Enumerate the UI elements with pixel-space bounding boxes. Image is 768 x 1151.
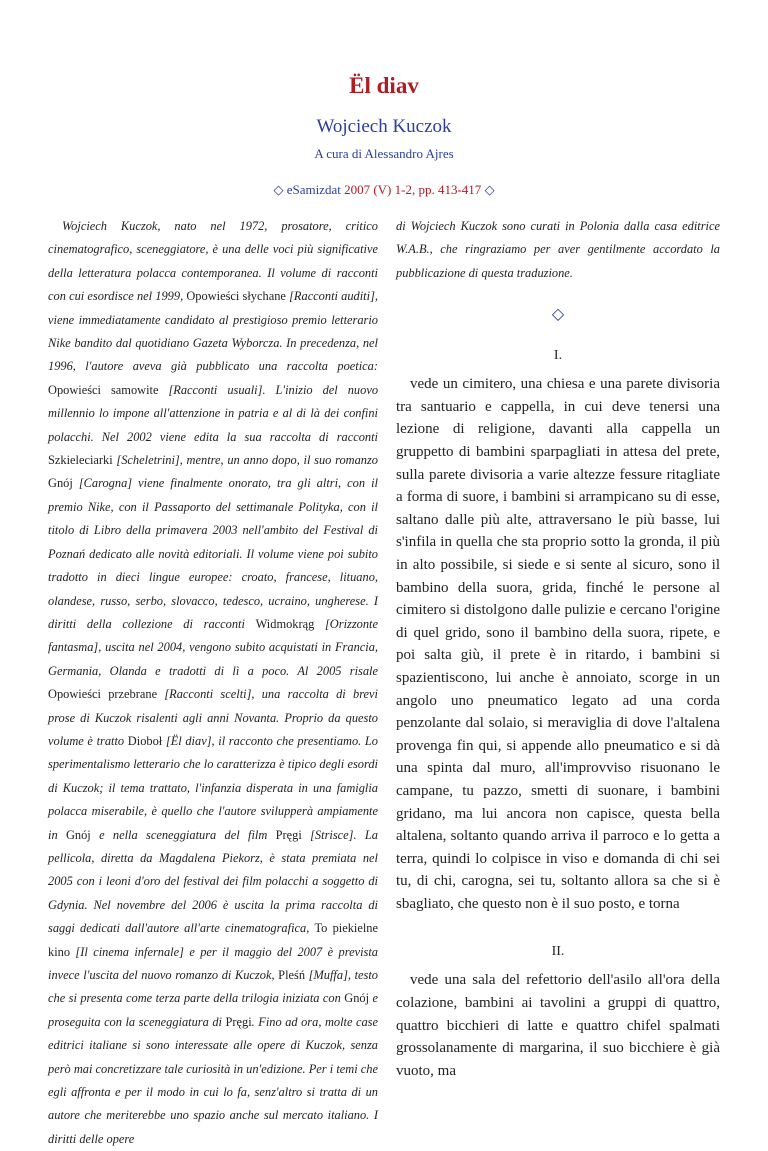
section-text: vede una sala del refettorio dell'asilo all'ora della colazione, bambini ai tavolini a gruppi di quattro, quattro bicchieri di latte e quattro chifel spalmati grossolanamente di margarina, il suo bicchiere è già vuoto, ma [396, 972, 720, 1079]
film-title: Pręgi [275, 827, 302, 842]
intro-paragraph: Wojciech Kuczok, nato nel 1972, prosatore, critico cinematografico, sceneggiatore, è una delle voci più significative della letteratura polacca contemporanea. Il volume di racconti con cui esordisce nel 1999, Opowieści słychane [Racconti auditi], viene immediatamente candidato al prestigioso premio letterario Nike bandito dal quotidiano Gazeta Wyborcza. In precedenza, nel 1996, l'autore aveva già pubblicato una raccolta poetica: Opowieści samowite [Racconti usuali]. L'inizio del nuovo millennio lo impone all'attenzione in patria e al di là dei confini polacchi. Nel 2002 viene edita la sua raccolta di racconti Szkieleciarki [Scheletrini], mentre, un anno dopo, il suo romanzo Gnój [Carogna] viene finalmente onorato, tra gli altri, con il premio Nike, con il Passaporto del settimanale Polityka, con il titolo di Libro della primavera 2003 nell'ambito del Festival di Poznań dedicato alle novità editoriali. Il volume viene poi subito tradotto in dieci lingue europee: croato, francese, lituano, olandese, russo, serbo, slovacco, tedesco, ucraino, ungherese. I diritti della collezione di racconti Widmokrąg [Orizzonte fantasma], uscita nel 2004, vengono subito acquistati in Francia, Germania, Olanda e tradotti di lì a poco. Al 2005 risale Opowieści przebrane [Racconti scelti], una raccolta di brevi prose di Kuczok risalenti agli anni Novanta. Proprio da questo volume è tratto Dioboł [Ël diav], il racconto che presentiamo. Lo sperimentalismo letterario che lo caratterizza è tipico degli esordi di Kuczok; il tema trattato, l'infanzia disperata in una famiglia polacca miserabile, è quello che l'autore svilupperà ampiamente in Gnój e nella sceneggiatura del film Pręgi [Strisce]. La pellicola, diretta da Magdalena Piekorz, è stata premiata nel 2005 con i leoni d'oro del festival dei film polacchi a soggetto di Gdynia. Nel novembre del 2006 è uscita la prima raccolta di saggi dedicati dall'autore all'arte cinematografica, To piekielne kino [Il cinema infernale] e per il maggio del 2007 è prevista invece l'uscita del nuovo romanzo di Kuczok, Pleśń [Muffa], testo che si presenta come terza parte della trilogia iniziata con Gnój e proseguita con la sceneggiatura di Pręgi. Fino ad ora, molte case editrici italiane si sono interessate alle opere di Kuczok, senza però mai concretizzare tale curiosità in un'edizione. Per i temi che egli affronta e per il modo in cui lo fa, senz'altro si tratta di un autore che meriterebbe uno spazio anche sul mercato italiano. I diritti delle opere [48, 219, 379, 1146]
book-title: Szkieleciarki [48, 453, 113, 468]
article-header [0, 72, 768, 198]
book-title: Pleśń [278, 968, 306, 982]
book-title: Gnój [48, 476, 73, 491]
diamond-separator-icon: ◇ [551, 306, 565, 324]
book-title: Gnój [65, 827, 91, 842]
book-title: To piekielne kino [48, 921, 378, 959]
section-text: vede un cimitero, una chiesa e una parete divisoria tra santuario e cappella, in cui deve tenersi una lezione di religione, davanti alla cappella un gruppetto di bambini sparpagliati in attesa del prete, sulla parete divisoria a varie altezze fessure ritagliate a forma di suore, i bambini si arrampicano su di esse, saltano dalle più alte, attraversano le più basse, lui s'infila in quella che sta proprio sotto la gronda, il più in alto possibile, si siede e si sente al sicuro, sono il bambino della suora, grida, finché le persone al cimitero si distolgono dalle pulizie e cercano l'origine di quel grido, sono il bambino della suora, ripete, e poi salta giù, il prete è in ritardo, i bambini si spazientiscono, lui anche è annoiato, scorge in un angolo uno pneumatico legato ad una corda penzolante dal solaio, si meraviglia di dove l'altalena provenga fin qui, si appende allo pneumatico e si dà una spinta dal muro, all'improvviso risuonano le campane, tu pazzo, smetti di suonare, i bambini gridano, ma lui ancora non capisce, questa bella altalena, soltanto quando arriva il parroco e lo getta a terra, quindi lo colpisce in viso e domanda di chi sei tu, di chi, carogna, sei tu, soltanto allora sa che si è sbagliato, che questo non è il suo posto, e torna [396, 376, 720, 912]
issue-pages: 2007 (V) 1-2, pp. 413-417 [344, 182, 482, 197]
journal-link[interactable]: eSamizdat [286, 182, 341, 197]
diamond-icon: ◇ [484, 182, 495, 197]
intro-continuation: di Wojciech Kuczok sono curati in Polonia dalla casa editrice W.A.B., che ringraziamo per aver gentilmente accordato la pubblicazione di questa traduzione. [396, 219, 720, 280]
book-title: Opowieści słychane [186, 289, 286, 304]
book-title: Gnój [344, 991, 370, 1006]
book-title: Dioboł [127, 733, 163, 748]
film-title: Pręgi [225, 1014, 252, 1029]
diamond-icon: ◇ [273, 182, 284, 197]
section-number: I. [553, 348, 563, 364]
book-title: Opowieści samowite [48, 382, 159, 397]
main-column-right [396, 215, 720, 1082]
author-name: Wojciech Kuczok [316, 116, 452, 137]
section-number: II. [551, 944, 565, 960]
book-title: Opowieści przebrane [48, 687, 158, 702]
curator-line: A cura di Alessandro Ajres [314, 146, 454, 161]
intro-column-left [48, 215, 378, 1151]
article-title: Ël diav [349, 73, 419, 98]
journal-reference [0, 182, 768, 198]
book-title: Widmokrąg [255, 616, 315, 631]
